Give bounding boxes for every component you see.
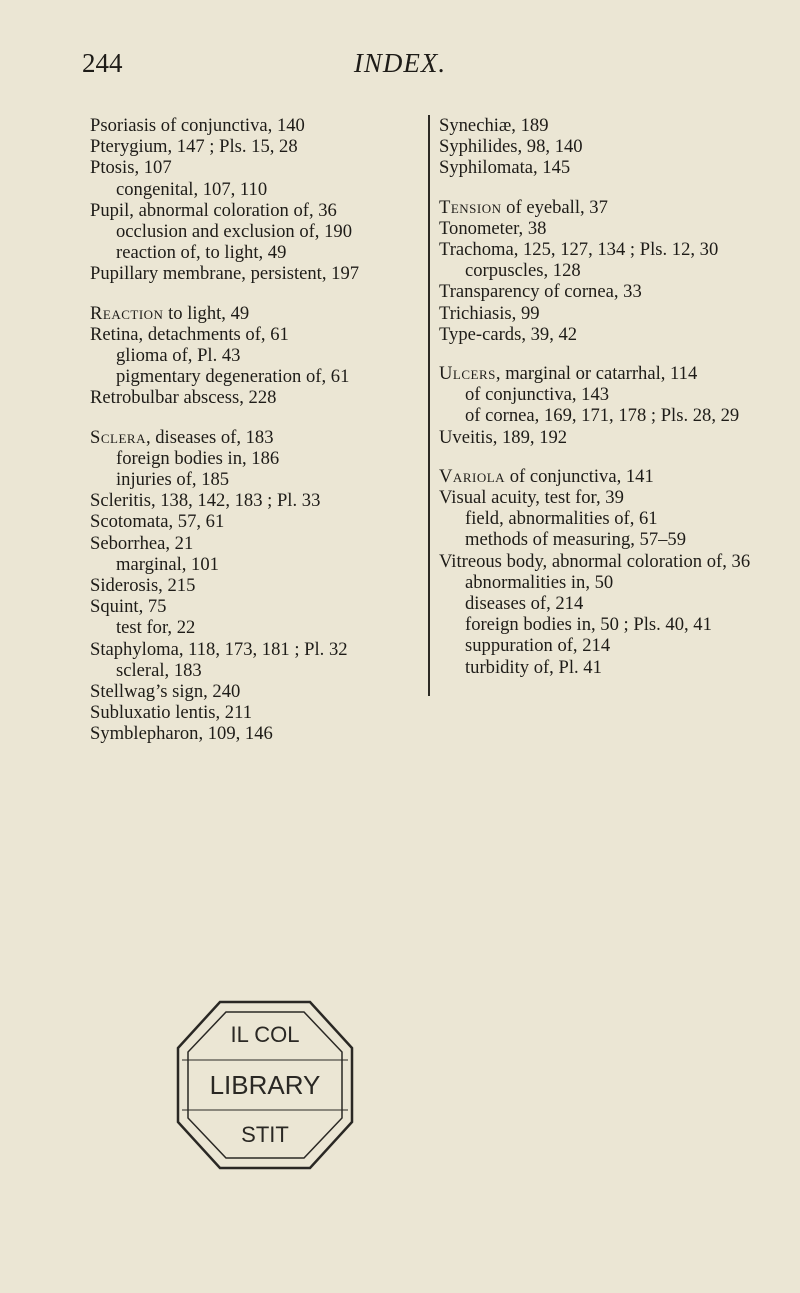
index-entry <box>439 466 769 487</box>
index-subentry <box>439 593 769 614</box>
index-heading-word: Variola <box>439 465 506 487</box>
index-entry <box>439 281 769 302</box>
index-subentry <box>90 242 410 263</box>
index-column-right <box>428 115 769 696</box>
index-subentry <box>439 657 769 678</box>
index-entry <box>90 387 410 408</box>
index-entry-text: foreign bodies in, 186 <box>116 447 280 469</box>
page-number: 244 <box>82 48 123 78</box>
index-entry-text: Ptosis, 107 <box>90 157 172 179</box>
index-entry <box>90 596 410 617</box>
index-entry-text: marginal, 101 <box>116 553 219 575</box>
index-heading-word: Sclera <box>90 426 146 448</box>
index-subentry <box>90 554 410 575</box>
index-entry <box>90 115 410 136</box>
index-entry-text: congenital, 107, 110 <box>116 178 268 200</box>
index-entry-text: Type-cards, 39, 42 <box>439 323 578 345</box>
index-entry <box>90 263 410 284</box>
index-entry-text: Subluxatio lentis, 211 <box>90 702 253 724</box>
index-entry-text: , marginal or catarrhal, 114 <box>495 363 698 385</box>
index-entry-text: , diseases of, 183 <box>145 426 274 448</box>
index-subentry <box>439 635 769 656</box>
index-subentry <box>439 405 769 426</box>
index-entry <box>90 157 410 178</box>
index-entry-text: Staphyloma, 118, 173, 181 ; Pl. 32 <box>90 638 348 660</box>
index-entry-text: Symblepharon, 109, 146 <box>90 723 273 745</box>
index-entry-text: of eyeball, 37 <box>501 196 608 218</box>
page-title: INDEX. <box>353 48 447 78</box>
index-entry <box>439 197 769 218</box>
index-entry <box>90 490 410 511</box>
index-entry-text: reaction of, to light, 49 <box>116 242 287 264</box>
index-subentry <box>439 529 769 550</box>
index-entry <box>90 136 410 157</box>
index-entry-text: Transparency of cornea, 33 <box>439 281 642 303</box>
index-entry-text: Pupillary membrane, persistent, 197 <box>90 263 360 285</box>
index-entry <box>90 681 410 702</box>
index-entry <box>90 324 410 345</box>
index-entry-text: test for, 22 <box>116 617 196 639</box>
index-entry-text: abnormalities in, 50 <box>465 571 614 593</box>
index-entry <box>439 136 769 157</box>
index-subentry <box>439 260 769 281</box>
index-subentry <box>90 660 410 681</box>
index-entry-text: diseases of, 214 <box>465 593 584 615</box>
index-entry <box>439 157 769 178</box>
index-entry <box>90 723 410 744</box>
index-entry-text: pigmentary degeneration of, 61 <box>116 366 350 388</box>
index-entry-text: Pterygium, 147 ; Pls. 15, 28 <box>90 136 298 158</box>
index-entry-text: turbidity of, Pl. 41 <box>465 656 602 678</box>
index-group <box>439 197 769 345</box>
index-group <box>439 363 769 448</box>
index-entry-text: Squint, 75 <box>90 596 167 618</box>
index-entry-text: Vitreous body, abnormal coloration of, 36 <box>439 550 751 572</box>
index-entry-text: Siderosis, 215 <box>90 575 196 597</box>
index-entry-text: Pupil, abnormal coloration of, 36 <box>90 199 337 221</box>
index-subentry <box>439 508 769 529</box>
index-group <box>90 303 410 409</box>
index-entry-text: Synechiæ, 189 <box>439 115 549 136</box>
index-entry-text: Trichiasis, 99 <box>439 302 540 324</box>
index-entry-text: scleral, 183 <box>116 659 202 681</box>
index-entry-text: of cornea, 169, 171, 178 ; Pls. 28, 29 <box>465 405 740 427</box>
index-group <box>90 427 410 745</box>
index-heading-word: Tension <box>439 196 502 218</box>
index-entry-text: corpuscles, 128 <box>465 260 581 282</box>
index-entry <box>439 218 769 239</box>
index-group <box>439 466 769 678</box>
index-entry-text: Trachoma, 125, 127, 134 ; Pls. 12, 30 <box>439 239 719 261</box>
index-entry-text: occlusion and exclusion of, 190 <box>116 221 352 243</box>
index-entry <box>439 115 769 136</box>
index-entry-text: Stellwag’s sign, 240 <box>90 681 241 703</box>
index-subentry <box>90 366 410 387</box>
library-stamp-seal-icon <box>170 990 360 1180</box>
index-subentry <box>90 179 410 200</box>
index-entry-text: Scotomata, 57, 61 <box>90 511 225 533</box>
index-entry-text: field, abnormalities of, 61 <box>465 508 658 530</box>
index-entry-text: Retrobulbar abscess, 228 <box>90 387 277 409</box>
index-entry-text: Retina, detachments of, 61 <box>90 323 289 345</box>
index-entry-text: methods of measuring, 57–59 <box>465 529 687 551</box>
index-entry-text: glioma of, Pl. 43 <box>116 345 241 367</box>
index-entry <box>90 303 410 324</box>
library-stamp <box>170 990 360 1180</box>
index-subentry <box>439 572 769 593</box>
index-entry <box>439 487 769 508</box>
index-subentry <box>439 384 769 405</box>
index-entry <box>439 427 769 448</box>
index-entry-text: of conjunctiva, 141 <box>505 465 654 487</box>
index-entry-text: Psoriasis of conjunctiva, 140 <box>90 115 305 136</box>
index-entry-text: Syphilomata, 145 <box>439 157 571 179</box>
index-entry-text: Syphilides, 98, 140 <box>439 136 583 158</box>
index-subentry <box>90 469 410 490</box>
stamp-text-middle: LIBRARY <box>209 1070 321 1100</box>
index-entry <box>90 702 410 723</box>
index-entry <box>439 363 769 384</box>
index-entry <box>439 303 769 324</box>
stamp-text-top: IL COL <box>230 1022 300 1047</box>
index-column-left <box>90 115 410 763</box>
index-entry-text: Scleritis, 138, 142, 183 ; Pl. 33 <box>90 490 321 512</box>
stamp-text-bottom: STIT <box>241 1122 289 1147</box>
index-entry-text: Tonometer, 38 <box>439 217 547 239</box>
index-subentry <box>90 448 410 469</box>
index-entry <box>90 533 410 554</box>
index-entry-text: Seborrhea, 21 <box>90 532 194 554</box>
index-entry <box>90 575 410 596</box>
index-group <box>90 115 410 285</box>
index-entry <box>439 324 769 345</box>
index-entry <box>439 239 769 260</box>
index-group <box>439 115 769 179</box>
index-entry <box>90 639 410 660</box>
index-entry-text: injuries of, 185 <box>116 469 230 491</box>
index-entry-text: of conjunctiva, 143 <box>465 384 610 406</box>
index-entry-text: to light, 49 <box>163 302 250 324</box>
index-entry <box>90 427 410 448</box>
index-subentry <box>90 345 410 366</box>
index-heading-word: Reaction <box>90 302 164 324</box>
index-entry <box>90 511 410 532</box>
index-entry <box>90 200 410 221</box>
index-heading-word: Ulcers <box>439 363 496 385</box>
index-subentry <box>439 614 769 635</box>
index-entry-text: foreign bodies in, 50 ; Pls. 40, 41 <box>465 614 712 636</box>
index-subentry <box>90 617 410 638</box>
index-subentry <box>90 221 410 242</box>
index-entry-text: suppuration of, 214 <box>465 635 611 657</box>
index-entry-text: Uveitis, 189, 192 <box>439 426 568 448</box>
index-entry <box>439 551 769 572</box>
index-entry-text: Visual acuity, test for, 39 <box>439 487 624 509</box>
running-head <box>0 48 800 88</box>
